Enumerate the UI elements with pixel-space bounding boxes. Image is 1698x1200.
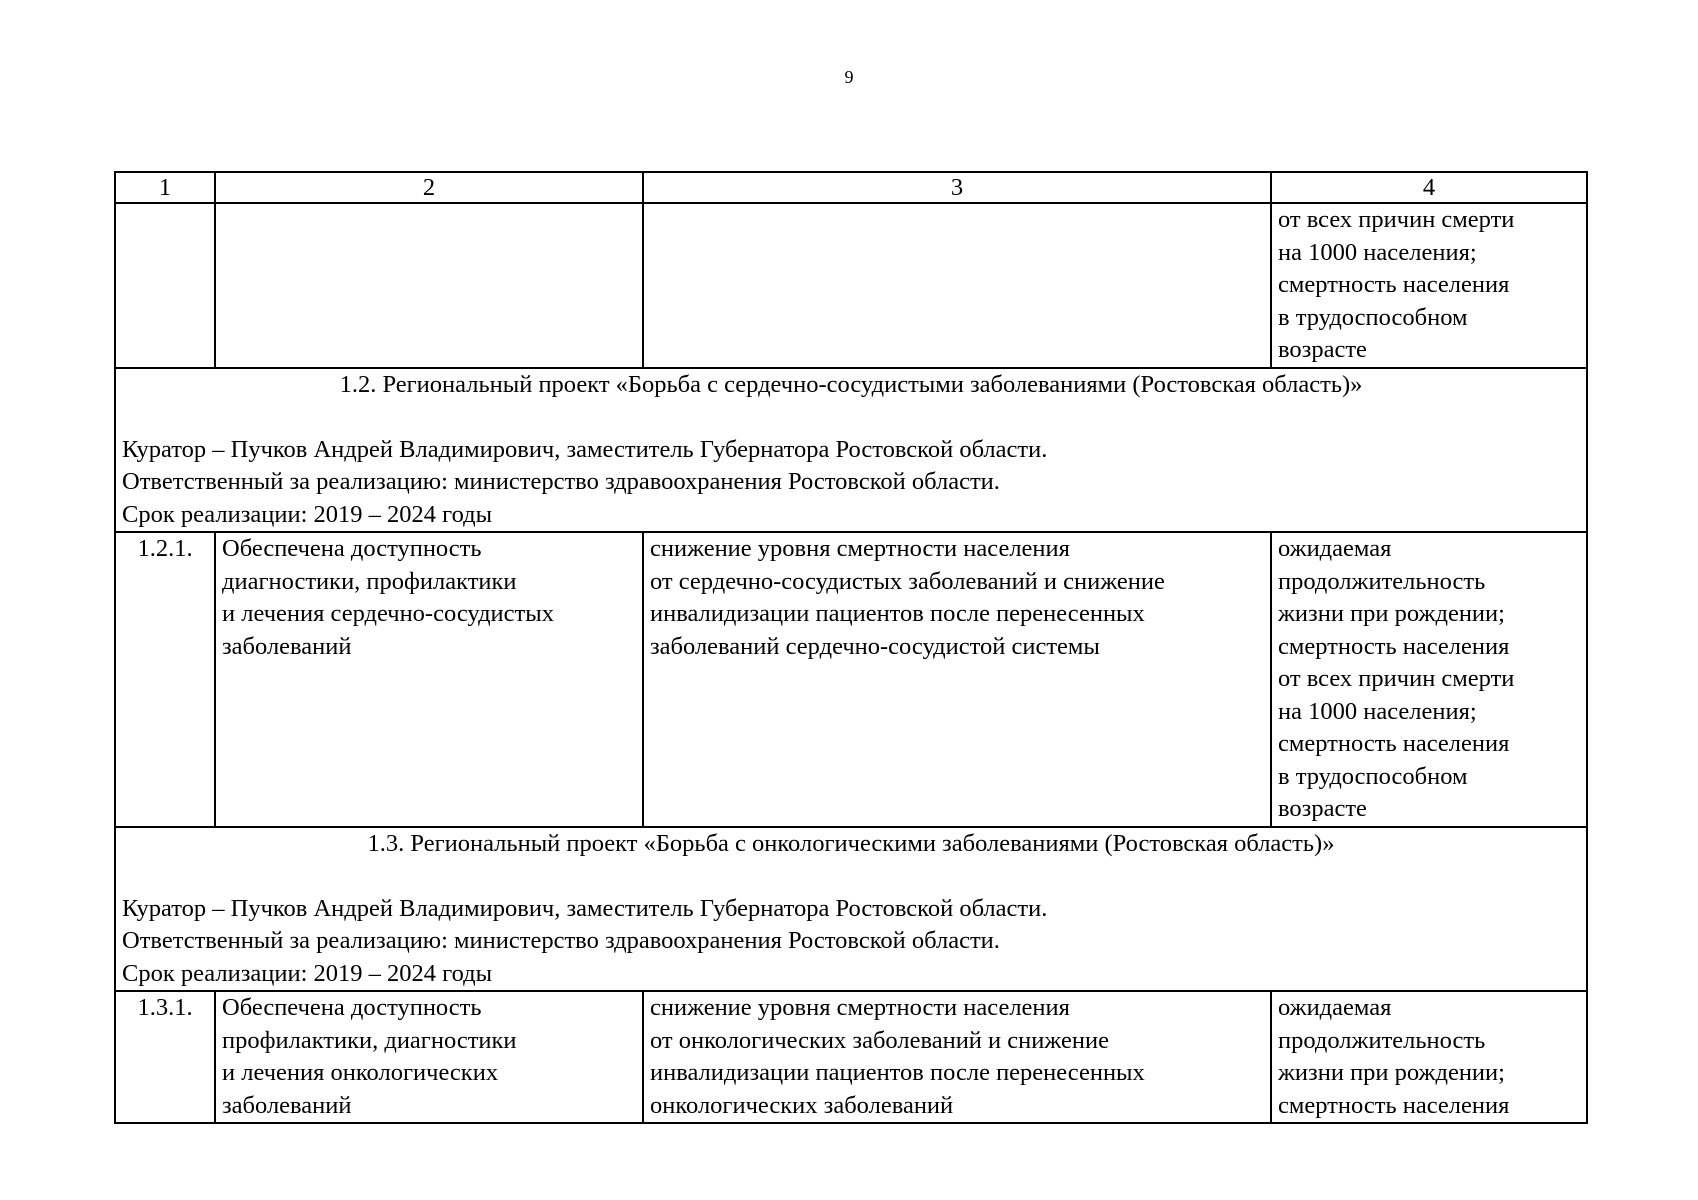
row-indicator-cell	[1271, 532, 1587, 827]
row-effect-cell	[643, 532, 1271, 827]
effect-line: инвалидизации пациентов после перенесенных	[650, 600, 1145, 627]
effect-line: от онкологических заболеваний и снижение	[650, 1026, 1109, 1054]
document-table	[114, 171, 1588, 1124]
effect-line: снижение уровня смертности населения	[650, 535, 1070, 562]
row-num-cell: 1.3.1.	[115, 991, 215, 1123]
row-num-cell: 1.2.1.	[115, 532, 215, 827]
row-effect-cell	[643, 991, 1271, 1123]
indicator-line: ожидаемая	[1278, 994, 1392, 1021]
indicator-line: от всех причин смерти	[1278, 206, 1515, 233]
indicator-line: смертность населения	[1278, 632, 1510, 660]
result-line: заболеваний	[222, 632, 352, 660]
indicator-line: на 1000 населения;	[1278, 697, 1477, 725]
indicator-line: продолжительность	[1278, 567, 1486, 595]
effect-line: онкологических заболеваний	[650, 1091, 954, 1119]
table-row-1-2-1	[115, 532, 1587, 827]
table-row-continuation	[115, 203, 1587, 368]
indicator-line: жизни при рождении;	[1278, 600, 1505, 627]
header-col-3: 3	[643, 172, 1271, 203]
indicator-line: в трудоспособном	[1278, 303, 1468, 331]
section-cell	[115, 368, 1587, 533]
section-term: Срок реализации: 2019 – 2024 годы	[122, 959, 493, 987]
effect-line: от сердечно-сосудистых заболеваний и снижение	[650, 567, 1165, 595]
header-col-2: 2	[215, 172, 643, 203]
indicator-line: ожидаемая	[1278, 535, 1392, 562]
row-indicator-cell	[1271, 203, 1587, 368]
row-result-cell	[215, 203, 643, 368]
effect-line: инвалидизации пациентов после перенесенных	[650, 1059, 1145, 1086]
indicator-line: на 1000 населения;	[1278, 238, 1477, 266]
row-result-cell	[215, 991, 643, 1123]
indicator-line: от всех причин смерти	[1278, 665, 1515, 692]
page-number: 9	[844, 67, 854, 87]
indicator-line: смертность населения	[1278, 730, 1510, 757]
section-cell	[115, 827, 1587, 992]
indicator-line: в трудоспособном	[1278, 762, 1468, 790]
section-curator: Куратор – Пучков Андрей Владимирович, заместитель Губернатора Ростовской области.	[122, 894, 1048, 922]
result-line: Обеспечена доступность	[222, 994, 482, 1021]
result-line: и лечения онкологических	[222, 1059, 499, 1086]
result-line: диагностики, профилактики	[222, 567, 517, 595]
row-effect-cell	[643, 203, 1271, 368]
section-responsible: Ответственный за реализацию: министерство здравоохранения Ростовской области.	[122, 468, 1000, 495]
result-line: Обеспечена доступность	[222, 535, 482, 562]
row-indicator-cell	[1271, 991, 1587, 1123]
section-title: 1.3. Региональный проект «Борьба с онкологическими заболеваниями (Ростовская область)»	[367, 829, 1335, 857]
section-row-1-2	[115, 368, 1587, 533]
table-header-row	[115, 172, 1587, 203]
effect-line: снижение уровня смертности населения	[650, 994, 1070, 1021]
section-row-1-3	[115, 827, 1587, 992]
result-line: заболеваний	[222, 1091, 352, 1119]
indicator-line: смертность населения	[1278, 271, 1510, 298]
result-line: профилактики, диагностики	[222, 1026, 517, 1054]
indicator-line: возрасте	[1278, 336, 1367, 363]
indicator-line: смертность населения	[1278, 1091, 1510, 1119]
result-line: и лечения сердечно-сосудистых	[222, 600, 554, 627]
section-term: Срок реализации: 2019 – 2024 годы	[122, 500, 493, 528]
indicator-line: жизни при рождении;	[1278, 1059, 1505, 1086]
row-num-cell	[115, 203, 215, 368]
header-col-1: 1	[115, 172, 215, 203]
indicator-line: возрасте	[1278, 795, 1367, 822]
table-row-1-3-1	[115, 991, 1587, 1123]
header-col-4: 4	[1271, 172, 1587, 203]
indicator-line: продолжительность	[1278, 1026, 1486, 1054]
section-title: 1.2. Региональный проект «Борьба с сердечно-сосудистыми заболеваниями (Ростовская область)»	[339, 370, 1363, 398]
row-result-cell	[215, 532, 643, 827]
section-curator: Куратор – Пучков Андрей Владимирович, заместитель Губернатора Ростовской области.	[122, 435, 1048, 463]
effect-line: заболеваний сердечно-сосудистой системы	[650, 632, 1100, 660]
section-responsible: Ответственный за реализацию: министерство здравоохранения Ростовской области.	[122, 927, 1000, 954]
